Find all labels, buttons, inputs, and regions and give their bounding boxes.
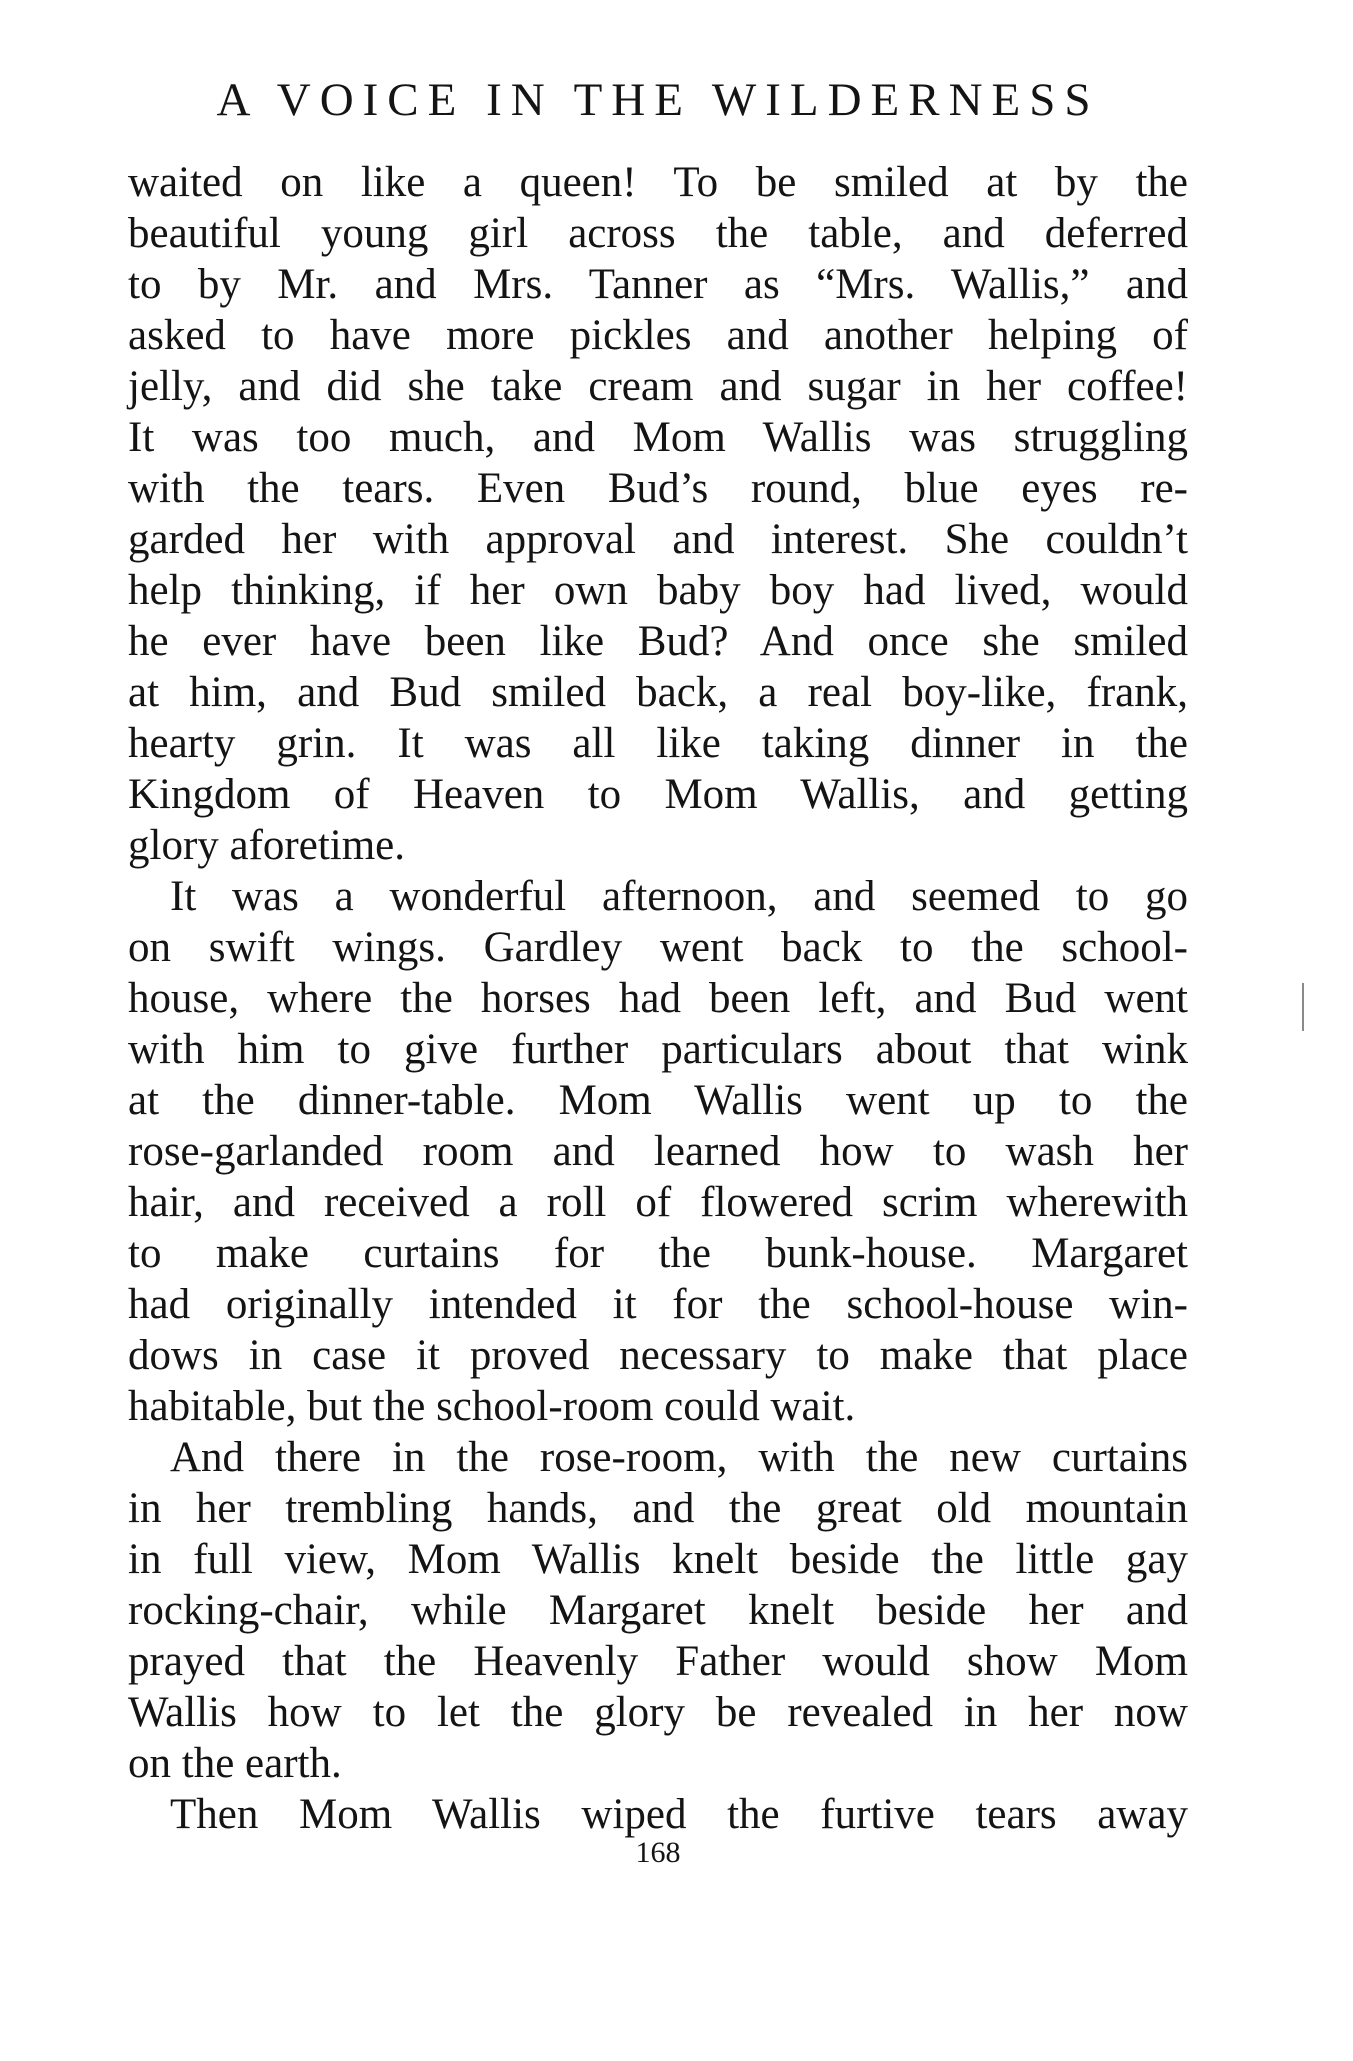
- text-line: on the earth.: [128, 1740, 342, 1787]
- text-line: to by Mr. and Mrs. Tanner as “Mrs. Wallis,” and: [128, 261, 1188, 308]
- body-text: [128, 157, 1188, 1840]
- text-line: in full view, Mom Wallis knelt beside the little gay: [128, 1536, 1188, 1583]
- text-line: beautiful young girl across the table, and deferred: [128, 210, 1188, 257]
- text-line: help thinking, if her own baby boy had lived, would: [128, 567, 1188, 614]
- text-line: at the dinner-table. Mom Wallis went up to the: [128, 1077, 1188, 1124]
- text-line: prayed that the Heavenly Father would show Mom: [128, 1638, 1188, 1685]
- text-line: It was too much, and Mom Wallis was struggling: [128, 414, 1188, 461]
- text-line: Then Mom Wallis wiped the furtive tears away: [170, 1791, 1188, 1838]
- text-line: to make curtains for the bunk-house. Margaret: [128, 1230, 1188, 1277]
- book-page: [128, 0, 1188, 2061]
- text-line: glory aforetime.: [128, 822, 406, 869]
- text-line: he ever have been like Bud? And once she smiled: [128, 618, 1188, 665]
- text-line: Wallis how to let the glory be revealed in her now: [128, 1689, 1188, 1736]
- text-line: with the tears. Even Bud’s round, blue eyes re-: [128, 465, 1188, 512]
- margin-mark: [1302, 983, 1304, 1031]
- text-line: dows in case it proved necessary to make that place: [128, 1332, 1188, 1379]
- text-line: jelly, and did she take cream and sugar in her coffee!: [128, 363, 1188, 410]
- text-line: habitable, but the school-room could wait.: [128, 1383, 856, 1430]
- text-line: had originally intended it for the school-house win-: [128, 1281, 1188, 1328]
- text-line: rocking-chair, while Margaret knelt beside her and: [128, 1587, 1188, 1634]
- running-head: A VOICE IN THE WILDERNESS: [216, 74, 1100, 126]
- text-line: garded her with approval and interest. She couldn’t: [128, 516, 1188, 563]
- text-line: at him, and Bud smiled back, a real boy-like, frank,: [128, 669, 1188, 716]
- text-line: in her trembling hands, and the great old mountain: [128, 1485, 1188, 1532]
- text-line: And there in the rose-room, with the new curtains: [170, 1434, 1188, 1481]
- text-line: with him to give further particulars about that wink: [128, 1026, 1188, 1073]
- text-line: hearty grin. It was all like taking dinner in the: [128, 720, 1188, 767]
- text-line: Kingdom of Heaven to Mom Wallis, and getting: [128, 771, 1188, 818]
- text-line: on swift wings. Gardley went back to the school-: [128, 924, 1188, 971]
- text-line: asked to have more pickles and another helping of: [128, 312, 1188, 359]
- page-number: 168: [635, 1836, 681, 1869]
- text-line: house, where the horses had been left, and Bud went: [128, 975, 1188, 1022]
- text-line: It was a wonderful afternoon, and seemed to go: [170, 873, 1188, 920]
- text-line: waited on like a queen! To be smiled at by the: [128, 159, 1188, 206]
- text-line: hair, and received a roll of flowered scrim wherewith: [128, 1179, 1188, 1226]
- text-line: rose-garlanded room and learned how to wash her: [128, 1128, 1188, 1175]
